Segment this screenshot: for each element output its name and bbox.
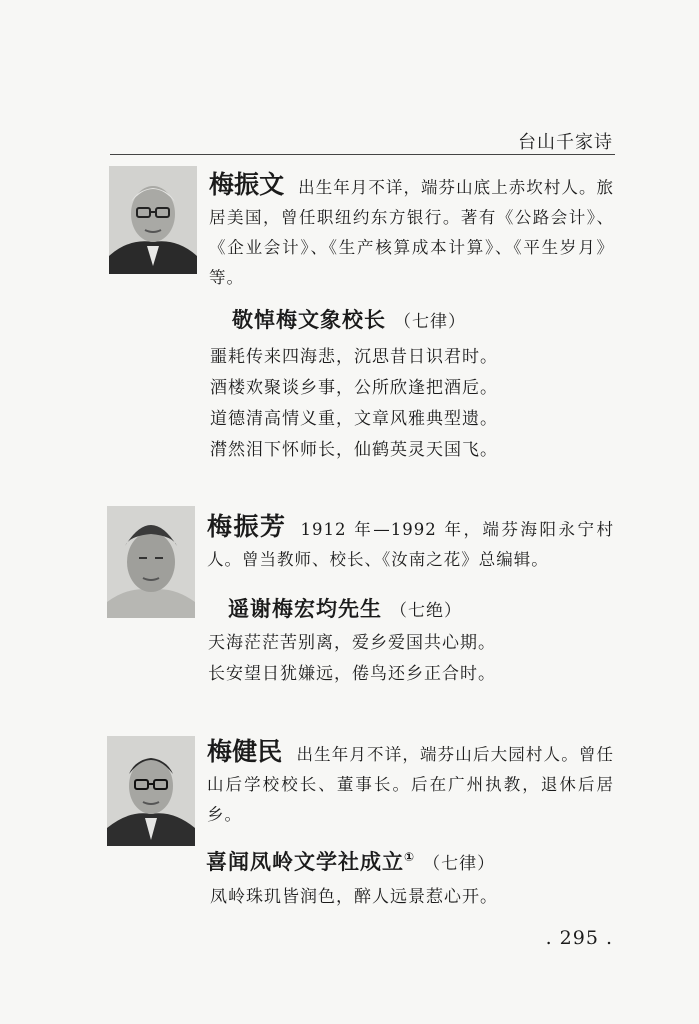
portrait-photo bbox=[107, 506, 195, 618]
portrait-photo bbox=[107, 736, 195, 846]
poem-line: 天海茫茫苦别离，爱乡爱国共心期。 bbox=[208, 633, 496, 653]
poem-line: 酒楼欢聚谈乡事，公所欣逢把酒卮。 bbox=[210, 378, 498, 398]
poem-line: 潸然泪下怀师长，仙鹤英灵天国飞。 bbox=[210, 440, 498, 460]
author-name: 梅健民 bbox=[207, 737, 283, 766]
poem-form: （七绝） bbox=[390, 601, 462, 621]
author-name: 梅振文 bbox=[209, 170, 285, 199]
running-header: 台山千家诗 bbox=[518, 132, 613, 153]
author-bio: 出生年月不详，端芬山后大园村人。曾任山后学校校长、董事长。后在广州执教，退休后居乡。 bbox=[207, 745, 614, 824]
poem-line: 噩耗传来四海悲，沉思昔日识君时。 bbox=[210, 347, 498, 367]
author-entry bbox=[207, 737, 614, 830]
portrait-photo bbox=[109, 166, 197, 274]
author-bio: 1912 年—1992 年，端芬海阳永宁村人。曾当教师、校长、《汝南之花》总编辑。 bbox=[207, 520, 614, 569]
poem-body bbox=[210, 342, 498, 466]
poem-title-text: 遥谢梅宏均先生 bbox=[228, 597, 382, 621]
author-name: 梅振芳 bbox=[207, 512, 287, 541]
poem-title-text: 敬悼梅文象校长 bbox=[232, 308, 386, 332]
poem-body bbox=[210, 882, 498, 913]
poem-title bbox=[232, 304, 466, 334]
author-entry bbox=[207, 512, 614, 575]
page-number: . 295 . bbox=[545, 927, 613, 949]
poem-title-text: 喜闻凤岭文学社成立 bbox=[206, 850, 404, 874]
poem-body bbox=[208, 628, 496, 690]
poem-title bbox=[206, 846, 495, 876]
poem-line: 道德清高情义重，文章风雅典型遗。 bbox=[210, 409, 498, 429]
poem-form: （七律） bbox=[394, 312, 466, 332]
poem-line: 凤岭珠玑皆润色，醉人远景惹心开。 bbox=[210, 887, 498, 907]
poem-form: （七律） bbox=[423, 854, 496, 874]
author-entry bbox=[209, 170, 614, 293]
poem-line: 长安望日犹嫌远，倦鸟还乡正合时。 bbox=[208, 664, 496, 684]
poem-title bbox=[228, 593, 462, 623]
footnote-marker: ① bbox=[404, 850, 416, 864]
header-rule bbox=[110, 154, 615, 155]
author-bio: 出生年月不详，端芬山底上赤坎村人。旅居美国，曾任职纽约东方银行。著有《公路会计》、《企业会计》、《生产核算成本计算》、《平生岁月》等。 bbox=[209, 178, 614, 287]
